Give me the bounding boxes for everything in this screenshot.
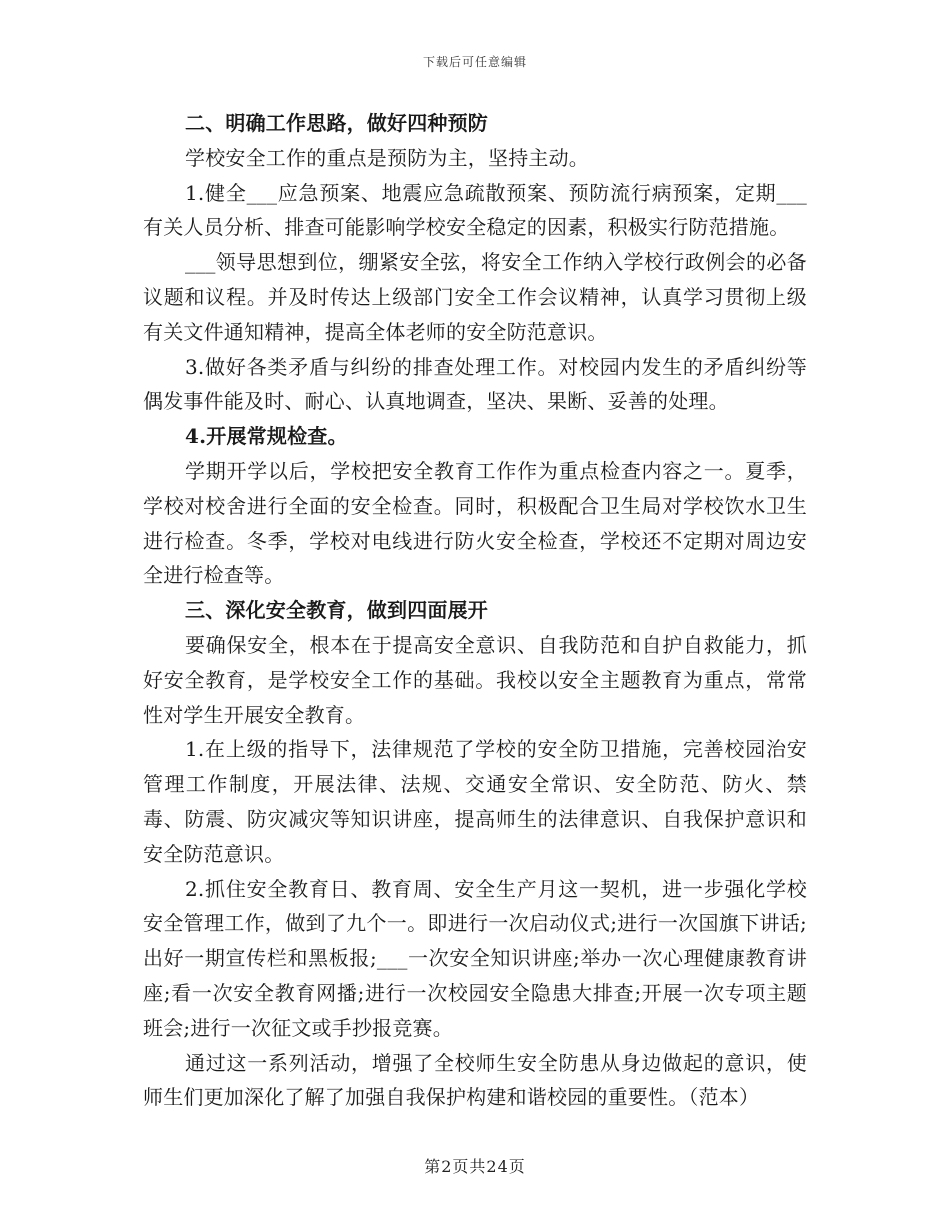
document-body bbox=[143, 106, 807, 1115]
section-heading-two: 二、明确工作思路，做好四种预防 bbox=[185, 111, 488, 135]
paragraph: 1.健全___应急预案、地震应急疏散预案、预防流行病预案，定期___有关人员分析、排查可能影响学校安全稳定的因素，积极实行防范措施。 bbox=[143, 180, 807, 240]
paragraph: 要确保安全，根本在于提高安全意识、自我防范和自护自救能力，抓好安全教育，是学校安全工作的基础。我校以安全主题教育为重点，常常性对学生开展安全教育。 bbox=[143, 632, 807, 727]
paragraph: 1.在上级的指导下，法律规范了学校的安全防卫措施，完善校园治安管理工作制度，开展法律、法规、交通安全常识、安全防范、防火、禁毒、防震、防灾减灾等知识讲座，提高师生的法律意识、自我保护意识和安全防范意识。 bbox=[143, 737, 807, 866]
paragraph: 通过这一系列活动，增强了全校师生安全防患从身边做起的意识，使师生们更加深化了解了加强自我保护构建和谐校园的重要性。（范本） bbox=[143, 1050, 807, 1110]
paragraph: 3.做好各类矛盾与纠纷的排查处理工作。对校园内发生的矛盾纠纷等偶发事件能及时、耐心、认真地调查，坚决、果断、妥善的处理。 bbox=[143, 354, 807, 414]
section-heading-three: 三、深化安全教育，做到四面展开 bbox=[185, 598, 488, 623]
subsection-heading: 4.开展常规检查。 bbox=[185, 424, 348, 449]
paragraph: 2.抓住安全教育日、教育周、安全生产月这一契机，进一步强化学校安全管理工作，做到了九个一。即进行一次启动仪式;进行一次国旗下讲话;出好一期宣传栏和黑板报;___一次安全知识讲座;举办一次心理健康教育讲座;看一次安全教育网播;进行一次校园安全隐患大排查;开展一次专项主题班会;进行一次征文或手抄报竞赛。 bbox=[143, 876, 807, 1040]
page-number: 第2页共24页 bbox=[424, 1157, 526, 1176]
page-header: 下载后可任意编辑 bbox=[422, 55, 527, 69]
paragraph: 学期开学以后，学校把安全教育工作作为重点检查内容之一。夏季，学校对校舍进行全面的安全检查。同时，积极配合卫生局对学校饮水卫生进行检查。冬季，学校对电线进行防火安全检查，学校还不定期对周边安全进行检查等。 bbox=[143, 458, 807, 588]
paragraph: 学校安全工作的重点是预防为主，坚持主动。 bbox=[185, 145, 589, 170]
paragraph: ___领导思想到位，绷紧安全弦，将安全工作纳入学校行政例会的必备议题和议程。并及时传达上级部门安全工作会议精神，认真学习贯彻上级有关文件通知精神，提高全体老师的安全防范意识。 bbox=[143, 250, 807, 344]
